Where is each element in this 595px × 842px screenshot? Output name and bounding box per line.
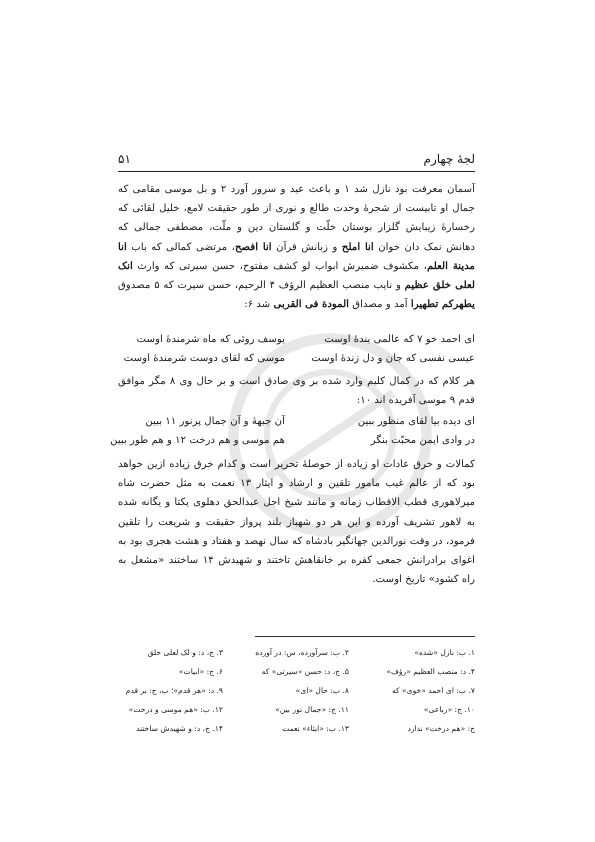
hemistich: عیسی نفسی که جان و دل زندهٔ اوست xyxy=(311,353,475,364)
hemistich: ای احمد خو ۷ که عالمی بندهٔ اوست xyxy=(324,334,475,345)
hemistich: یوسف روئی که ماه شرمندهٔ اوست xyxy=(136,334,285,345)
footnote: ۹. د: «هر قدم»؛ ب، ج: بر قدم xyxy=(125,686,223,695)
footnote-row xyxy=(118,700,475,719)
footnote: ۸. ب: حال «ای» xyxy=(295,686,349,695)
hemistich: هم موسی و هم درخت ۱۲ و هم طور ببین xyxy=(110,435,285,446)
couplet-1 xyxy=(118,334,475,353)
hemistich: در وادی ایمن محبّت بنگر xyxy=(370,435,475,446)
footnote: ۴. د: منصب العظیم «رؤف» xyxy=(386,667,475,676)
footnote: ۱۱. ج: «جمال نور بین» xyxy=(275,705,349,714)
footnote-row xyxy=(118,662,475,681)
footnote: ۶. ج: «ابیات» xyxy=(178,667,223,676)
footnote: ۲. ب: سرآورده، س: در آورده xyxy=(255,648,349,657)
footnote: ۱۰. ج: «رباعی» xyxy=(423,705,475,714)
header-rule xyxy=(118,171,475,172)
couplet-3 xyxy=(118,416,475,435)
hemistich: آن جبههٔ و آن جمال پرنور ۱۱ ببین xyxy=(145,416,285,427)
running-header xyxy=(118,152,475,168)
chapter-title: لجهٔ چهارم xyxy=(423,152,475,166)
footnotes xyxy=(118,643,475,738)
footnote: ۵. ج، د: حسن «سیرتی» که xyxy=(261,667,349,676)
paragraph-2: هر کلام که در کمال کلیم وارد شده بر وی صادق است و بر حال وی ۸ مگر موافق قدم ۹ موسی آفریده اند ۱۰: xyxy=(118,376,475,407)
footnote-row xyxy=(118,719,475,738)
paragraph-3: کمالات و خرق عادات او زیاده از حوصلهٔ تحریر است و کدام خرق زیاده ازین خواهد بود که از عالم غیب مامور تلقین و ارشاد و ایثار ۱۳ نعمت به مثل حضرت شاه میرلاهوری قطب الاقطاب زمانه و مانند شیخ اجل عبدالحق دهلوی یکتا و یگانه شده به لاهور تشریف آورده و این هر دو شهباز بلند پرواز حقیقت و شریعت را تلقین فرمود، در وقت نورالدین جهانگیر بادشاه که سال نهصد و هفتاد و هشت هجری بود به اغوای برادرانش جمعی کفره بر خانقاهش تاختند و شهیدش ۱۴ ساختند «مشعل به راه کشود» تاریخ اوست. xyxy=(118,459,475,586)
hemistich: ای دیده بیا لقای منظور ببین xyxy=(357,416,475,427)
footnote-row xyxy=(118,643,475,662)
main-text-3 xyxy=(118,455,475,589)
footnote: ۱. ب: نازل «شده» xyxy=(414,648,475,657)
couplet-2 xyxy=(118,353,475,372)
couplet-4 xyxy=(110,435,475,454)
footnote-rule xyxy=(255,636,475,637)
footnote: ۷. ب: ای احمد «خوی» که xyxy=(391,686,475,695)
paragraph-1: آسمان معرفت بود نازل شد ۱ و باعث عید و سرور آورد ۲ و بل موسی مقامی که جمال او تابیست از شجرهٔ وحدت طالع و نوری از طور حقیقت لامع، خلیل لقائی که رخسارهٔ زیبایش گلزار بوستان خلّت و گلستان دین و ملّت، مصطفی جمالی که دهانش نمک دان خوان انا املح و زبانش قرآن انا افصح، مرتضی کمالی که باب انا مدینة العلم، مکشوف ضمیرش ابواب لو کشف مفتوح، حسن سیرتی که وارث انک لعلی خلق عظیم و نایب منصب العظیم الرؤف ۴ الرحیم، حسن سیرت که ۵ مصدوق یطهرکم تطهیرا آمد و مصداق المودة فی القربی شد ۶: xyxy=(118,184,476,311)
main-text-2 xyxy=(118,372,475,410)
main-text xyxy=(118,180,475,314)
footnote-row xyxy=(118,681,475,700)
footnote: ۱۲. ب: «هم موسی و درخت» xyxy=(128,705,223,714)
footnote: ۱۴. ج، د: و شهیدش ساختند xyxy=(136,724,223,733)
page-number: ۵۱ xyxy=(118,152,131,166)
hemistich: موسی که لقای دوست شرمندهٔ اوست xyxy=(123,353,285,364)
footnote: ج: «هم درخت» ندارد xyxy=(407,724,475,733)
footnote: ۳. ج، د: و لک لعلی خلق xyxy=(147,648,223,657)
footnote: ۱۳. ب: «ایثاء» نعمت xyxy=(282,724,349,733)
